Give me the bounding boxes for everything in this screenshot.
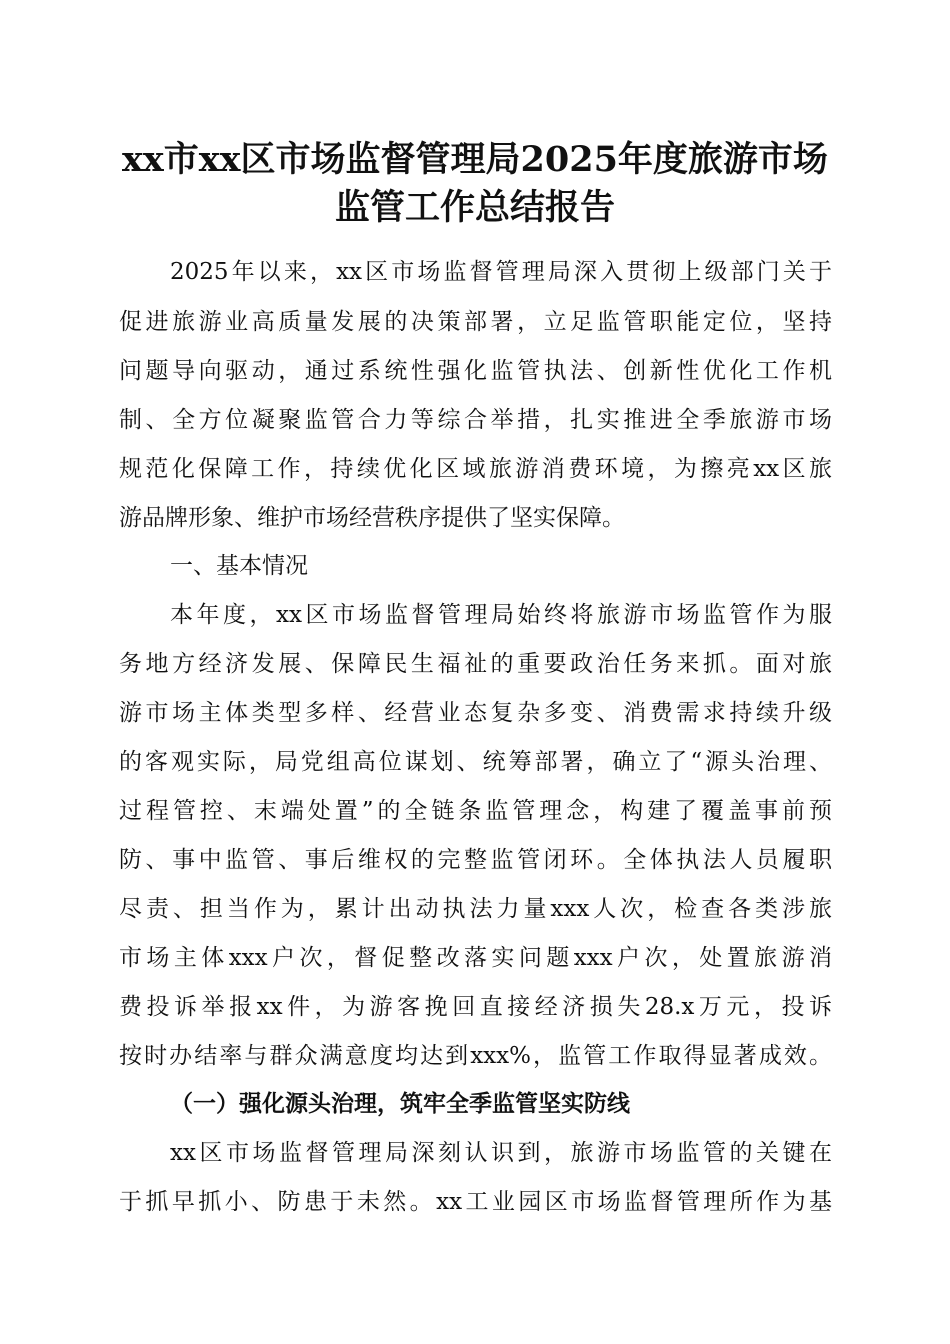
intro-paragraph-line: 促进旅游业高质量发展的决策部署，立足监管职能定位，坚持 (119, 309, 832, 335)
section-paragraph-line: 过程管控、末端处置”的全链条监管理念，构建了覆盖事前预 (119, 798, 832, 824)
section-paragraph-line: 游市场主体类型多样、经营业态复杂多变、消费需求持续升级 (119, 700, 832, 726)
section-paragraph-line: 费投诉举报xx件，为游客挽回直接经济损失28.x万元，投诉 (119, 994, 832, 1020)
section-paragraph-line: 市场主体xxx户次，督促整改落实问题xxx户次，处置旅游消 (119, 945, 832, 971)
section-paragraph-line: 的客观实际，局党组高位谋划、统筹部署，确立了“源头治理、 (119, 749, 832, 775)
section-paragraph-line: 防、事中监管、事后维权的完整监管闭环。全体执法人员履职 (119, 847, 832, 873)
subsection-heading: （一）强化源头治理，筑牢全季监管坚实防线 (170, 1090, 630, 1117)
section-paragraph-line: 本年度，xx区市场监督管理局始终将旅游市场监管作为服 (170, 602, 832, 628)
section-paragraph-line: 按时办结率与群众满意度均达到xxx%，监管工作取得显著成效。 (119, 1043, 832, 1069)
intro-paragraph-line: 2025年以来，xx区市场监督管理局深入贯彻上级部门关于 (170, 259, 832, 285)
intro-paragraph-line: 规范化保障工作，持续优化区域旅游消费环境，为擦亮xx区旅 (119, 456, 832, 482)
intro-paragraph-line: 游品牌形象、维护市场经营秩序提供了坚实保障。 (119, 505, 625, 531)
section-paragraph-line: 尽责、担当作为，累计出动执法力量xxx人次，检查各类涉旅 (119, 896, 832, 922)
subsection-paragraph-line: xx区市场监督管理局深刻认识到，旅游市场监管的关键在 (170, 1140, 832, 1166)
section-paragraph-line: 务地方经济发展、保障民生福祉的重要政治任务来抓。面对旅 (119, 651, 832, 677)
section-heading: 一、基本情况 (170, 553, 308, 579)
document-title-line-1: xx市xx区市场监督管理局2025年度旅游市场 (122, 139, 828, 180)
intro-paragraph-line: 制、全方位凝聚监管合力等综合举措，扎实推进全季旅游市场 (119, 407, 832, 433)
subsection-paragraph-line: 于抓早抓小、防患于未然。xx工业园区市场监督管理所作为基 (119, 1189, 832, 1215)
document-title-line-2: 监管工作总结报告 (334, 187, 615, 228)
intro-paragraph-line: 问题导向驱动，通过系统性强化监管执法、创新性优化工作机 (119, 358, 832, 384)
